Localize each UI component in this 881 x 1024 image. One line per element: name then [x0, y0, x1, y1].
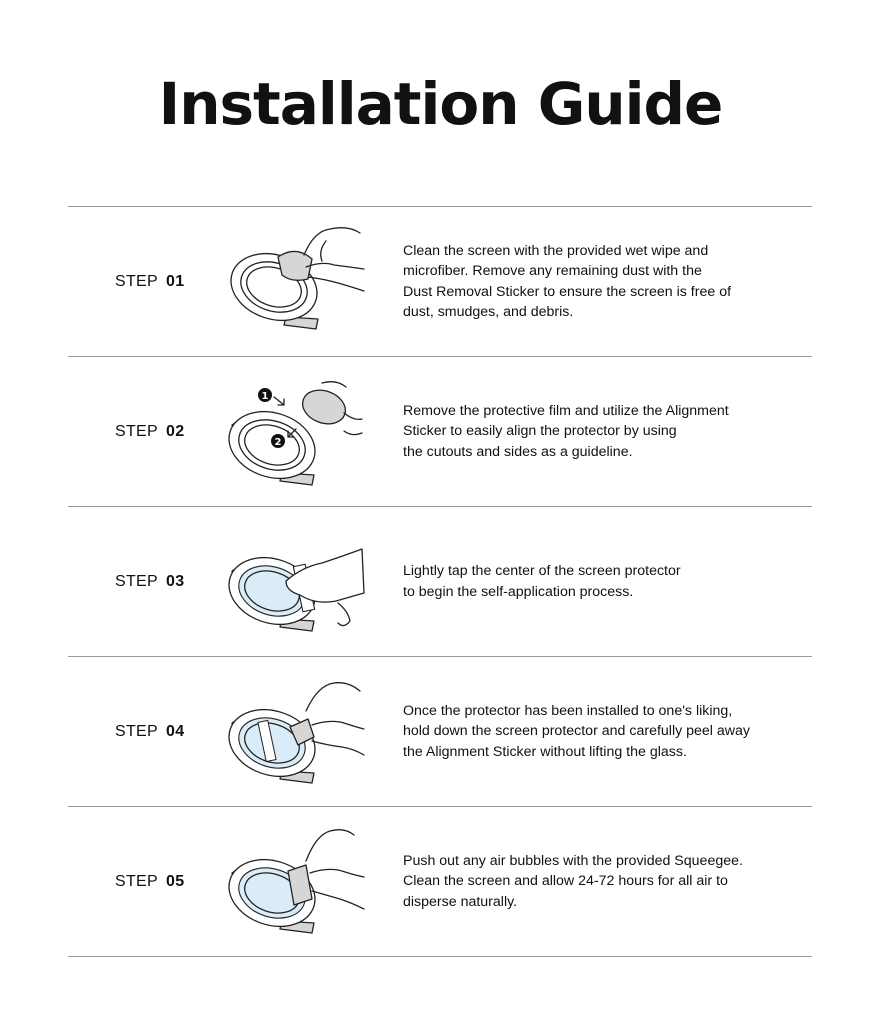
description-line: disperse naturally.	[403, 893, 518, 910]
description-line: to begin the self-application process.	[403, 583, 634, 600]
steps-list	[68, 206, 812, 957]
step-01	[68, 207, 812, 357]
svg-text:2: 2	[274, 437, 282, 448]
description-line: Once the protector has been installed to one's liking,	[403, 702, 733, 719]
step-word: STEP	[115, 872, 158, 890]
step-label	[115, 207, 184, 356]
step-number: 03	[166, 572, 185, 590]
step-word: STEP	[115, 572, 158, 590]
description-line: the cutouts and sides as a guideline.	[403, 443, 633, 460]
step-label	[115, 357, 184, 506]
description-line: hold down the screen protector and carefully peel away	[403, 723, 751, 740]
description-line: Sticker to easily align the protector by using	[403, 423, 677, 440]
step-05	[68, 807, 812, 957]
step-number: 02	[166, 422, 185, 440]
step-label	[115, 507, 184, 656]
step-word: STEP	[115, 422, 158, 440]
page-title: Installation Guide	[158, 70, 723, 138]
step-description	[403, 357, 783, 506]
description-line: Push out any air bubbles with the provided Squeegee.	[403, 852, 743, 869]
step-word: STEP	[115, 722, 158, 740]
description-line: Remove the protective film and utilize the Alignment	[403, 402, 729, 419]
step-label	[115, 657, 184, 806]
description-line: microfiber. Remove any remaining dust with the	[403, 263, 702, 279]
svg-text:1: 1	[261, 391, 269, 402]
description-line: Lightly tap the center of the screen protector	[403, 563, 681, 579]
step-04	[68, 657, 812, 807]
step-number: 04	[166, 722, 185, 740]
description-line: Dust Removal Sticker to ensure the screen is free of	[403, 283, 732, 300]
step-03	[68, 507, 812, 657]
step-label	[115, 807, 184, 956]
description-line: the Alignment Sticker without lifting the glass.	[403, 743, 687, 760]
tap-center-icon	[226, 521, 366, 641]
step-word: STEP	[115, 272, 158, 290]
description-line: dust, smudges, and debris.	[403, 304, 574, 320]
step-number: 05	[166, 872, 185, 890]
step-02	[68, 357, 812, 507]
step-number: 01	[166, 272, 185, 290]
step-description	[403, 507, 783, 656]
step-description	[403, 207, 783, 356]
peel-sticker-icon	[226, 671, 366, 791]
squeegee-icon	[226, 821, 366, 941]
wipe-screen-icon	[226, 221, 366, 341]
description-line: Clean the screen and allow 24-72 hours for all air to	[403, 873, 728, 890]
step-description	[403, 807, 783, 956]
step-description	[403, 657, 783, 806]
align-protector-icon	[226, 371, 366, 491]
description-line: Clean the screen with the provided wet wipe and	[403, 242, 709, 259]
